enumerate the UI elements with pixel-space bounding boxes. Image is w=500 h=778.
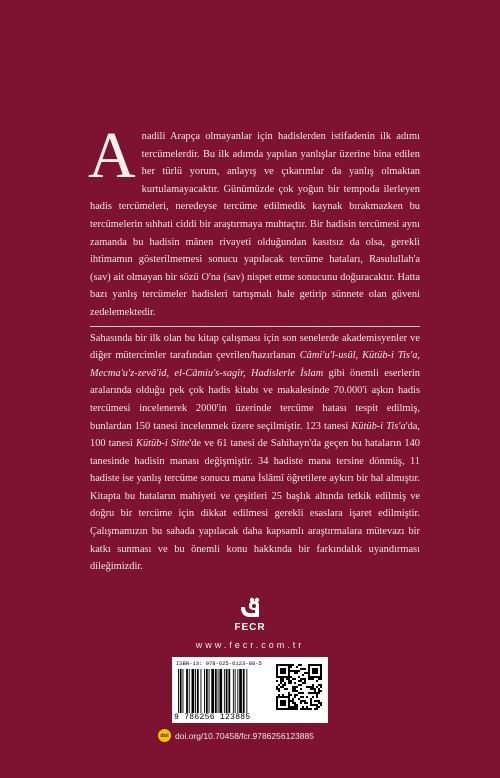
paragraph-1 [88,119,420,322]
paragraph-2-part: 'de ve 61 tanesi de Sahihayn'da geçen bu hataların 140 tanesinde hadisin manası değişmiştir. 34 hadiste mana tersine dönmüş, 11 hadiste ise yanlış tercüme sonucu mana İslâmî öğretilere aykırı bir hal almıştır. Kitapta bu hataların mahiyeti ve çeşitleri 25 başlık altında tetkik edilmiş ve doğru bir tercüme için dikkat edilmesi gerekli esaslara işaret edilmiştir. Çalışmamızın bu sahada yapılacak daha kapsamlı araştırmalara mütevazı bir katkı sunması ve bu önemli konu hakkında bir farkındalık uyandırması dileğimizdir. [90,438,420,573]
publisher-name: FECR [234,622,266,633]
doi-text: doi.org/10.70458/fcr.9786256123885 [175,730,314,741]
paragraph-2-part: 'da, 100 tanesi [90,420,421,450]
barcode [178,669,270,713]
book-title: Kütüb-i Sitte [136,438,190,450]
doi-icon: doi [158,729,171,742]
barcode-panel [172,657,328,723]
paragraph-divider [90,326,420,327]
paragraph-2 [90,330,420,576]
paragraph-2-part: Sahasında bir ilk olan bu kitap çalışması için son senelerde akademisyenler ve diğer mütercimler tarafından çevrilen/hazırlanan [90,332,420,362]
publisher-logo [215,597,285,633]
paragraph-2-part: gibi önemli eserlerin aralarında olduğu pek çok hadis kitabı ve makalesinde 70.000'i aşkın hadis tercümesi incelenerek 2000'in üzerinde tercüme hatası tespit edilmiş, bunlardan 150 tanesi incelenmek üzere seçilmiştir. 123 tanesi [90,367,420,432]
barcode-number: 9 786256 123885 [174,713,251,722]
book-title: Kütüb-i Tis'a [351,420,406,432]
drop-cap: A [88,119,136,192]
paragraph-1-text: nadili Arapça olmayanlar için hadislerden istifadenin ilk adımı tercümelerdir. Bu ilk adımda yapılan yanlışlar üzerine bina edilen her türlü yorum, anlayış ve çıkarımlar da yanlış olmaktan kurtulamayacaktır. Günümüzde çok yoğun bir tempoda ilerleyen hadis tercümeleri, neredeyse tercüme edilmedik kaynak bırakmazken bu tercümelerin sıhhati ciddi bir araştırmaya muhtaçtır. Bir hadisin tercümesi aynı zamanda bu hadisin mânen rivayeti olduğundan kasıtsız da olsa, gerekli ihtimamın gösterilmemesi sonucu yapılacak tercüme hataları, Rasulullah'a (sav) ait olmayan bir sözü O'na (sav) nispet etme sonucunu doğuracaktır. Hatta bazı yanlış tercümeler hadisleri tartışmalı hale getirip sünnete olan güveni zedelemektedir. [90,131,420,318]
fecr-logo-icon [237,597,263,621]
publisher-website: www.fecr.com.tr [195,640,305,650]
qr-code-icon [276,660,326,720]
book-titles: Câmi'u'l-usûl, Kütüb-i Tis'a, Mecma'u'z-zevâ'id, el-Câmiu's-sagîr, Hadislerle İslam [90,350,420,379]
isbn-label: ISBN-13: 978-625-6123-88-5 [176,660,262,667]
doi-line [158,729,314,742]
blurb-text [88,119,421,576]
